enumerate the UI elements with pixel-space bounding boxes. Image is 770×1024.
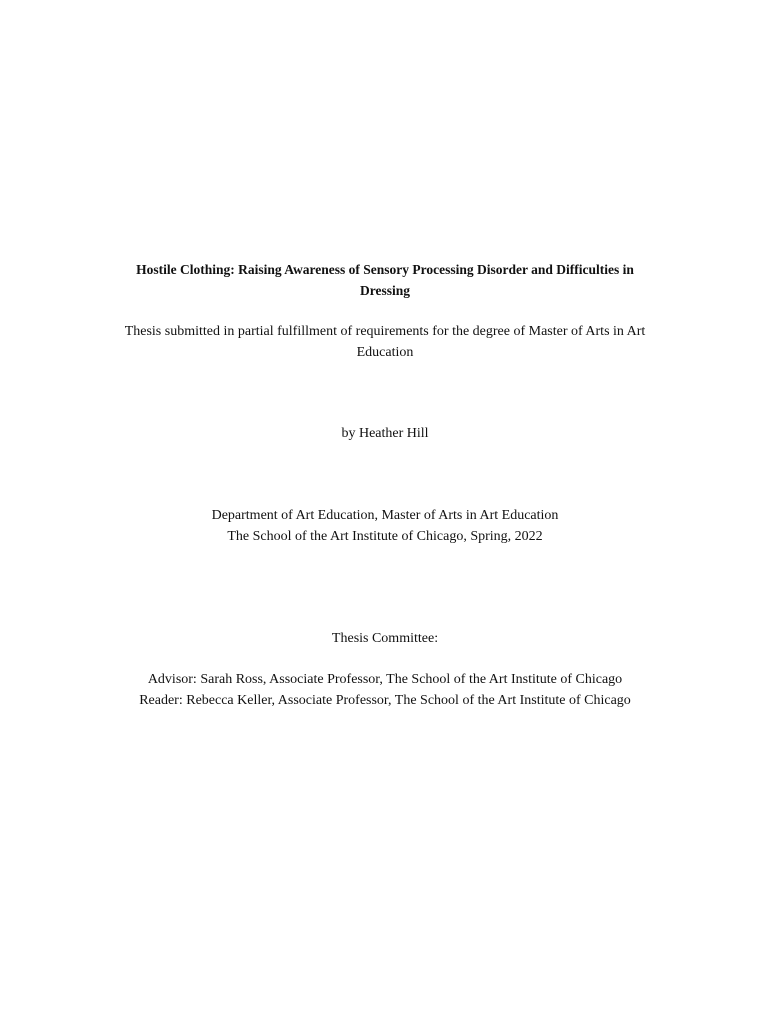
advisor-line: Advisor: Sarah Ross, Associate Professor, The School of the Art Institute of Chicago (147, 672, 623, 687)
committee-members (60, 669, 710, 711)
thesis-title (90, 259, 680, 301)
thesis-subtitle (90, 321, 680, 363)
committee-heading: Thesis Committee: (331, 631, 439, 646)
reader-line: Reader: Rebecca Keller, Associate Professor, The School of the Art Institute of Chicago (139, 693, 631, 708)
author-line: by Heather Hill (341, 426, 429, 441)
thesis-subtitle-line-1: Thesis submitted in partial fulfillment of requirements for the degree of Master of Arts in Art (124, 324, 646, 339)
department-info (90, 505, 680, 547)
department-line: Department of Art Education, Master of Arts in Art Education (211, 508, 559, 523)
thesis-title-line-2: Dressing (359, 283, 410, 298)
thesis-subtitle-line-2: Education (356, 345, 414, 360)
thesis-title-line-1: Hostile Clothing: Raising Awareness of Sensory Processing Disorder and Difficulties in (136, 262, 634, 277)
school-line: The School of the Art Institute of Chicago, Spring, 2022 (227, 529, 543, 544)
